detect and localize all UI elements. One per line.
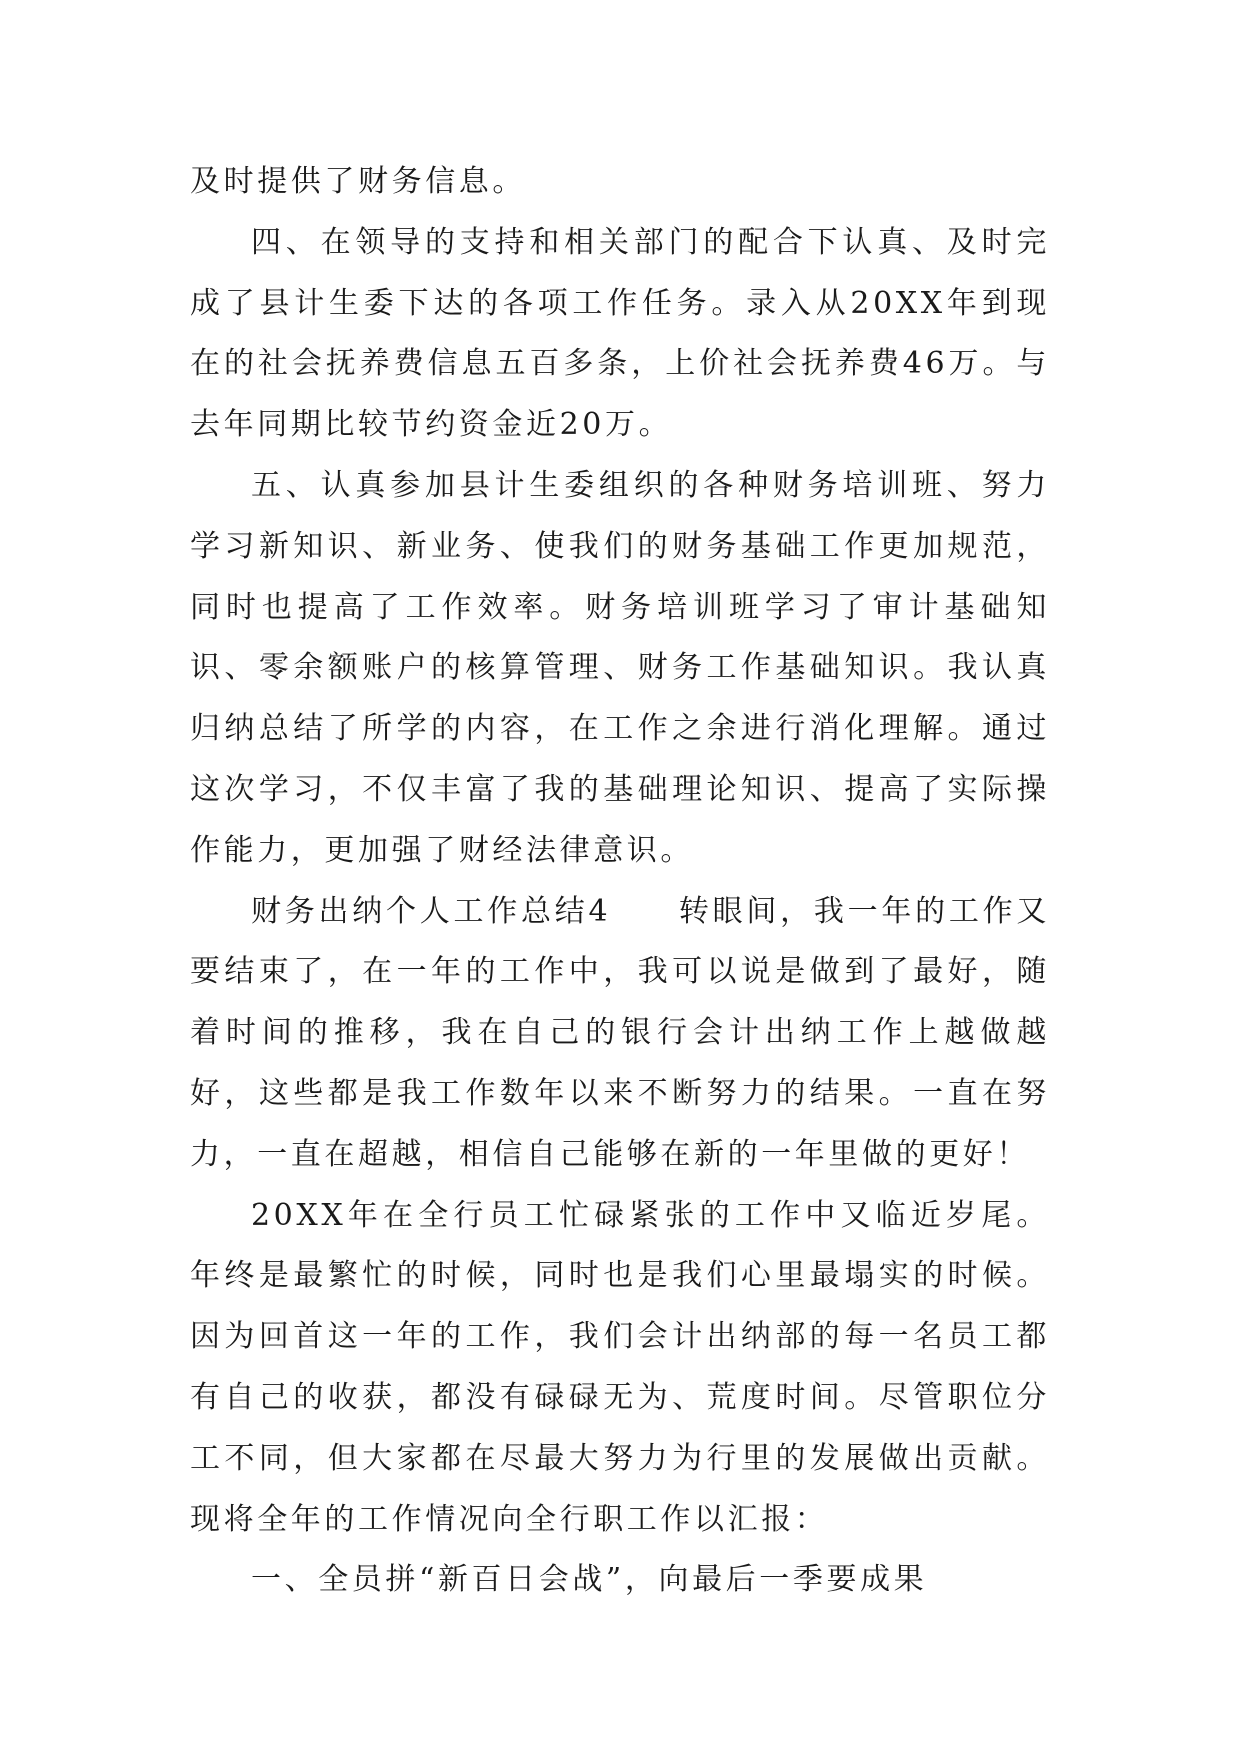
document-body [190, 152, 1050, 1611]
paragraph-1: 及时提供了财务信息。 [190, 164, 526, 199]
paragraph-2: 四、在领导的支持和相关部门的配合下认真、及时完成了县计生委下达的各项工作任务。录入从20XX年到现在的社会抚养费信息五百多条，上价社会抚养费46万。与去年同期比较节约资金近20万。 [190, 224, 1050, 443]
paragraph-3: 五、认真参加县计生委组织的各种财务培训班、努力学习新知识、新业务、使我们的财务基础工作更加规范，同时也提高了工作效率。财务培训班学习了审计基础知识、零余额账户的核算管理、财务工作基础知识。我认真归纳总结了所学的内容，在工作之余进行消化理解。通过这次学习，不仅丰富了我的基础理论知识、提高了实际操作能力，更加强了财经法律意识。 [190, 467, 1050, 868]
paragraph-6: 一、全员拼“新百日会战”，向最后一季要成果 [251, 1562, 928, 1598]
paragraph-5: 20XX年在全行员工忙碌紧张的工作中又临近岁尾。年终是最繁忙的时候，同时也是我们心里最塌实的时候。因为回首这一年的工作，我们会计出纳部的每一名员工都有自己的收获，都没有碌碌无为、荒度时间。尽管职位分工不同，但大家都在尽最大努力为行里的发展做出贡献。现将全年的工作情况向全行职工作以汇报： [190, 1197, 1050, 1537]
paragraph-4: 财务出纳个人工作总结4 转眼间，我一年的工作又要结束了，在一年的工作中，我可以说是做到了最好，随着时间的推移，我在自己的银行会计出纳工作上越做越好，这些都是我工作数年以来不断努力的结果。一直在努力，一直在超越，相信自己能够在新的一年里做的更好！ [190, 893, 1050, 1172]
